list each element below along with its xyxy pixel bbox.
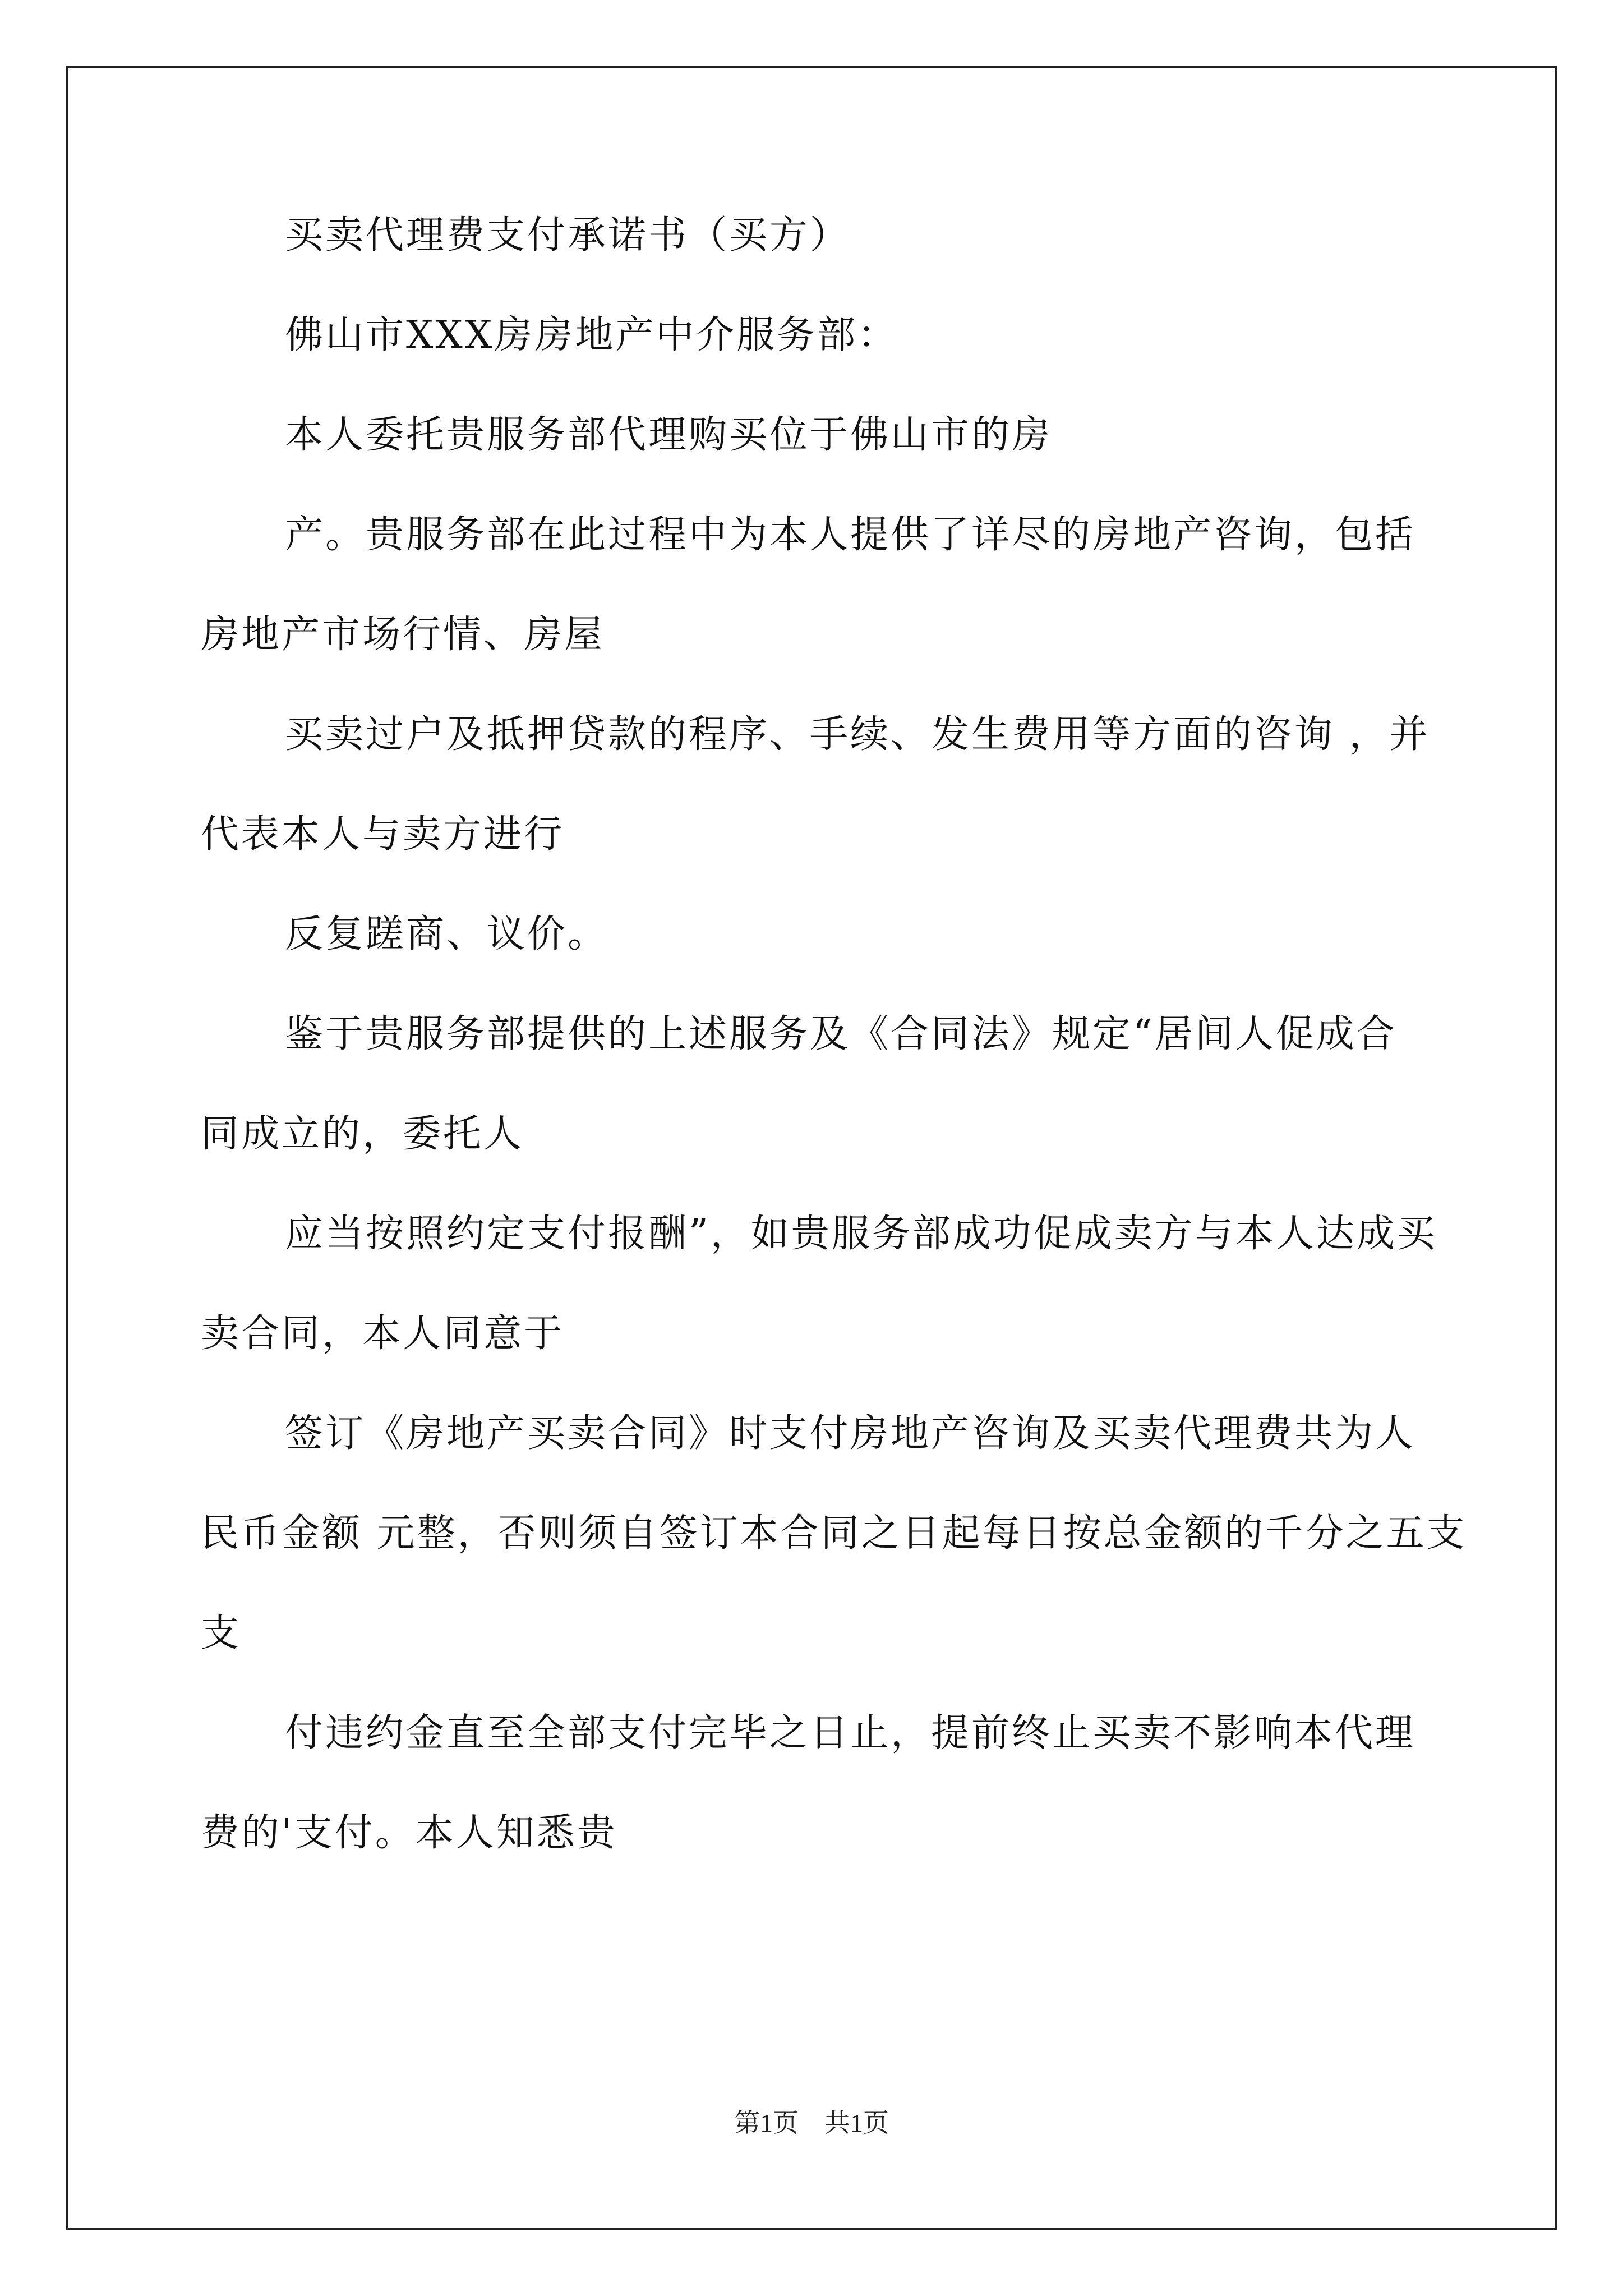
paragraph-line: 产。贵服务部在此过程中为本人提供了详尽的房地产咨询，包括 <box>285 513 1416 557</box>
page-number-footer: 第1页 共1页 <box>734 2109 889 2137</box>
paragraph-line: 支 <box>201 1611 242 1655</box>
paragraph-line: 签订《房地产买卖合同》时支付房地产咨询及买卖代理费共为人 <box>285 1411 1416 1456</box>
paragraph-line: 反复蹉商、议价。 <box>285 912 608 956</box>
paragraph-line: 同成立的，委托人 <box>201 1112 524 1156</box>
paragraph-line: 本人委托贵服务部代理购买位于佛山市的房 <box>285 413 1053 457</box>
paragraph-line: 费的'支付。本人知悉贵 <box>201 1811 617 1855</box>
paragraph-line: 买卖过户及抵押贷款的程序、手续、发生费用等方面的咨询 ，并 <box>285 712 1430 757</box>
paragraph-line: 民币金额 元整，否则须自签订本合同之日起每日按总金额的千分之五支 <box>201 1511 1467 1556</box>
paragraph-line: 应当按照约定支付报酬”，如贵服务部成功促成卖方与本人达成买 <box>285 1212 1437 1256</box>
paragraph-line: 付违约金直至全部支付完毕之日止，提前终止买卖不影响本代理 <box>285 1711 1416 1755</box>
paragraph-line: 房地产市场行情、房屋 <box>201 613 605 657</box>
paragraph-line: 卖合同，本人同意于 <box>201 1312 565 1356</box>
document-title: 买卖代理费支付承诺书（买方） <box>285 213 851 257</box>
paragraph-line: 代表本人与卖方进行 <box>201 812 565 857</box>
addressee-line: 佛山市XXX房房地产中介服务部： <box>285 313 898 357</box>
paragraph-line: 鉴于贵服务部提供的上述服务及《合同法》规定“居间人促成合 <box>285 1012 1397 1056</box>
